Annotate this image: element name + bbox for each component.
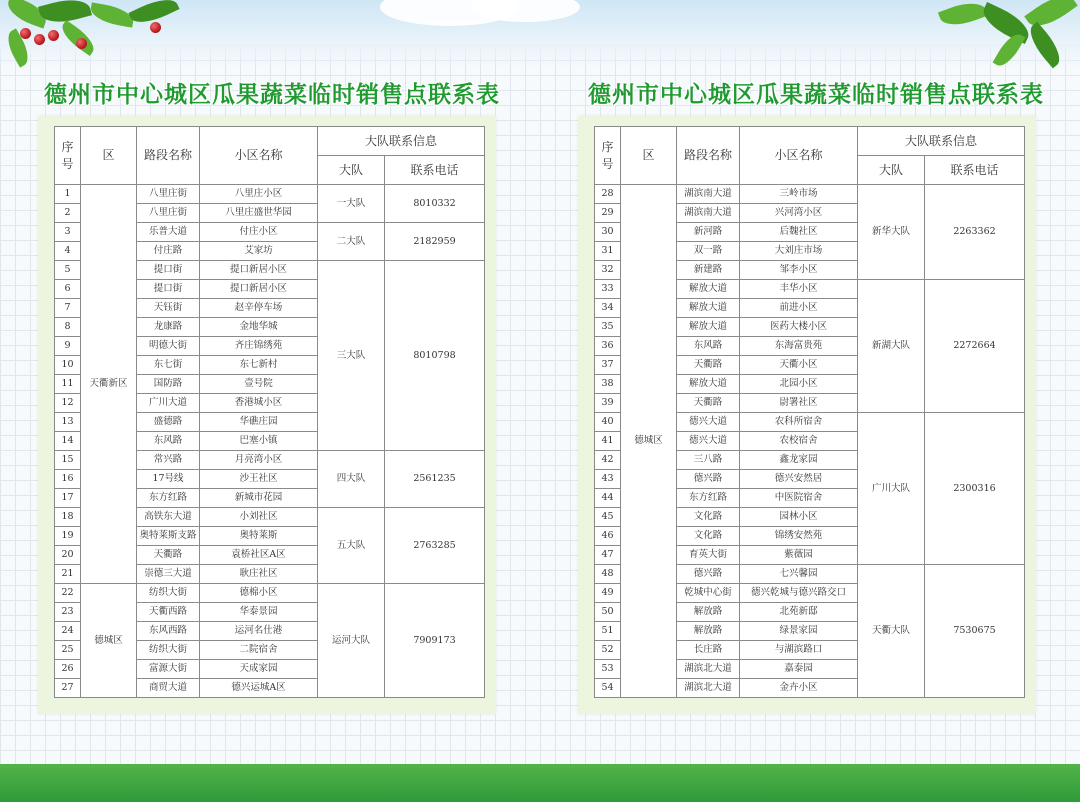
road-cell: 天衢路	[137, 546, 200, 565]
road-cell: 湖滨北大道	[677, 660, 740, 679]
community-cell: 天衢小区	[740, 356, 858, 375]
community-cell: 艾家坊	[200, 242, 318, 261]
road-cell: 新河路	[677, 223, 740, 242]
row-number: 34	[595, 299, 621, 318]
phone-cell: 2561235	[385, 451, 485, 508]
district-cell: 德城区	[621, 185, 677, 698]
row-number: 21	[55, 565, 81, 584]
row-number: 53	[595, 660, 621, 679]
road-cell: 天衢路	[677, 394, 740, 413]
road-cell: 龙康路	[137, 318, 200, 337]
community-cell: 与湖滨路口	[740, 641, 858, 660]
community-cell: 香港城小区	[200, 394, 318, 413]
row-number: 26	[55, 660, 81, 679]
road-cell: 东方红路	[137, 489, 200, 508]
road-cell: 东七街	[137, 356, 200, 375]
phone-cell: 2272664	[925, 280, 1025, 413]
road-cell: 育英大街	[677, 546, 740, 565]
row-number: 14	[55, 432, 81, 451]
road-cell: 八里庄街	[137, 185, 200, 204]
community-cell: 医药大楼小区	[740, 318, 858, 337]
row-number: 2	[55, 204, 81, 223]
row-number: 36	[595, 337, 621, 356]
phone-cell: 2263362	[925, 185, 1025, 280]
row-number: 27	[55, 679, 81, 698]
row-number: 4	[55, 242, 81, 261]
road-cell: 三八路	[677, 451, 740, 470]
community-cell: 大刘庄市场	[740, 242, 858, 261]
road-cell: 长庄路	[677, 641, 740, 660]
community-cell: 农科所宿舍	[740, 413, 858, 432]
road-cell: 双一路	[677, 242, 740, 261]
road-cell: 崇德三大道	[137, 565, 200, 584]
community-cell: 金地华城	[200, 318, 318, 337]
road-cell: 湖滨南大道	[677, 204, 740, 223]
table-row	[55, 584, 485, 603]
district-cell: 德城区	[81, 584, 137, 698]
community-cell: 华泰景园	[200, 603, 318, 622]
road-cell: 17号线	[137, 470, 200, 489]
community-cell: 天成家园	[200, 660, 318, 679]
road-cell: 高铁东大道	[137, 508, 200, 527]
row-number: 29	[595, 204, 621, 223]
road-cell: 广川大道	[137, 394, 200, 413]
row-number: 23	[55, 603, 81, 622]
phone-cell: 2300316	[925, 413, 1025, 565]
row-number: 9	[55, 337, 81, 356]
road-cell: 东风西路	[137, 622, 200, 641]
row-number: 51	[595, 622, 621, 641]
community-cell: 丰华小区	[740, 280, 858, 299]
header-seq: 序 号	[595, 127, 621, 185]
right-contact-table	[594, 126, 1025, 698]
row-number: 45	[595, 508, 621, 527]
community-cell: 东海富贵苑	[740, 337, 858, 356]
community-cell: 鑫龙家园	[740, 451, 858, 470]
community-cell: 八里庄小区	[200, 185, 318, 204]
road-cell: 解放大道	[677, 299, 740, 318]
road-cell: 常兴路	[137, 451, 200, 470]
leaf-branch-decoration	[930, 0, 1080, 80]
road-cell: 八里庄街	[137, 204, 200, 223]
community-cell: 三岭市场	[740, 185, 858, 204]
footer-bar	[0, 764, 1080, 802]
road-cell: 解放路	[677, 603, 740, 622]
road-cell: 解放路	[677, 622, 740, 641]
community-cell: 北苑新邸	[740, 603, 858, 622]
brigade-cell: 广川大队	[858, 413, 925, 565]
phone-cell: 2763285	[385, 508, 485, 584]
community-cell: 二院宿舍	[200, 641, 318, 660]
brigade-cell: 新华大队	[858, 185, 925, 280]
header-road: 路段名称	[677, 127, 740, 185]
road-cell: 德兴大道	[677, 432, 740, 451]
phone-cell: 2182959	[385, 223, 485, 261]
brigade-cell: 天衢大队	[858, 565, 925, 698]
row-number: 7	[55, 299, 81, 318]
header-brigade-info: 大队联系信息	[318, 127, 485, 156]
road-cell: 天衢西路	[137, 603, 200, 622]
road-cell: 明德大街	[137, 337, 200, 356]
community-cell: 七兴馨园	[740, 565, 858, 584]
row-number: 42	[595, 451, 621, 470]
row-number: 41	[595, 432, 621, 451]
brigade-cell: 五大队	[318, 508, 385, 584]
community-cell: 东七新村	[200, 356, 318, 375]
header-community: 小区名称	[200, 127, 318, 185]
community-cell: 园林小区	[740, 508, 858, 527]
community-cell: 华礁庄园	[200, 413, 318, 432]
road-cell: 付庄路	[137, 242, 200, 261]
community-cell: 巴塞小镇	[200, 432, 318, 451]
road-cell: 新建路	[677, 261, 740, 280]
road-cell: 解放大道	[677, 280, 740, 299]
header-phone: 联系电话	[385, 156, 485, 185]
row-number: 50	[595, 603, 621, 622]
brigade-cell: 新湖大队	[858, 280, 925, 413]
community-cell: 金卉小区	[740, 679, 858, 698]
row-number: 19	[55, 527, 81, 546]
road-cell: 商贸大道	[137, 679, 200, 698]
community-cell: 德兴运城A区	[200, 679, 318, 698]
row-number: 31	[595, 242, 621, 261]
row-number: 8	[55, 318, 81, 337]
row-number: 30	[595, 223, 621, 242]
table-row	[595, 185, 1025, 204]
brigade-cell: 三大队	[318, 261, 385, 451]
row-number: 17	[55, 489, 81, 508]
community-cell: 运河名仕港	[200, 622, 318, 641]
header-district: 区	[621, 127, 677, 185]
brigade-cell: 运河大队	[318, 584, 385, 698]
row-number: 6	[55, 280, 81, 299]
community-cell: 奥特莱斯	[200, 527, 318, 546]
row-number: 39	[595, 394, 621, 413]
road-cell: 东方红路	[677, 489, 740, 508]
row-number: 43	[595, 470, 621, 489]
row-number: 35	[595, 318, 621, 337]
road-cell: 东风路	[137, 432, 200, 451]
community-cell: 赵辛停车场	[200, 299, 318, 318]
community-cell: 提口新居小区	[200, 280, 318, 299]
community-cell: 月亮湾小区	[200, 451, 318, 470]
row-number: 20	[55, 546, 81, 565]
road-cell: 提口街	[137, 280, 200, 299]
community-cell: 农校宿舍	[740, 432, 858, 451]
road-cell: 奥特莱斯支路	[137, 527, 200, 546]
row-number: 46	[595, 527, 621, 546]
phone-cell: 7909173	[385, 584, 485, 698]
header-brigade-info: 大队联系信息	[858, 127, 1025, 156]
community-cell: 北园小区	[740, 375, 858, 394]
community-cell: 付庄小区	[200, 223, 318, 242]
road-cell: 湖滨南大道	[677, 185, 740, 204]
community-cell: 壹号院	[200, 375, 318, 394]
row-number: 5	[55, 261, 81, 280]
row-number: 37	[595, 356, 621, 375]
row-number: 25	[55, 641, 81, 660]
district-cell: 天衢新区	[81, 185, 137, 584]
phone-cell: 7530675	[925, 565, 1025, 698]
community-cell: 德棉小区	[200, 584, 318, 603]
community-cell: 耿庄社区	[200, 565, 318, 584]
road-cell: 解放大道	[677, 375, 740, 394]
road-cell: 文化路	[677, 508, 740, 527]
row-number: 18	[55, 508, 81, 527]
community-cell: 德兴安然居	[740, 470, 858, 489]
road-cell: 湖滨北大道	[677, 679, 740, 698]
road-cell: 纺织大街	[137, 641, 200, 660]
road-cell: 德兴大道	[677, 413, 740, 432]
phone-cell: 8010332	[385, 185, 485, 223]
table-row	[55, 185, 485, 204]
row-number: 15	[55, 451, 81, 470]
row-number: 54	[595, 679, 621, 698]
community-cell: 齐庄锦绣苑	[200, 337, 318, 356]
community-cell: 沙王社区	[200, 470, 318, 489]
road-cell: 盛德路	[137, 413, 200, 432]
community-cell: 袁桥社区A区	[200, 546, 318, 565]
row-number: 22	[55, 584, 81, 603]
header-seq: 序 号	[55, 127, 81, 185]
row-number: 16	[55, 470, 81, 489]
community-cell: 八里庄盛世华园	[200, 204, 318, 223]
row-number: 33	[595, 280, 621, 299]
row-number: 24	[55, 622, 81, 641]
community-cell: 锦绣安然苑	[740, 527, 858, 546]
row-number: 3	[55, 223, 81, 242]
row-number: 52	[595, 641, 621, 660]
header-community: 小区名称	[740, 127, 858, 185]
row-number: 44	[595, 489, 621, 508]
road-cell: 德兴路	[677, 565, 740, 584]
road-cell: 乐普大道	[137, 223, 200, 242]
road-cell: 文化路	[677, 527, 740, 546]
row-number: 48	[595, 565, 621, 584]
community-cell: 尉署社区	[740, 394, 858, 413]
header-district: 区	[81, 127, 137, 185]
row-number: 40	[595, 413, 621, 432]
road-cell: 提口街	[137, 261, 200, 280]
row-number: 1	[55, 185, 81, 204]
phone-cell: 8010798	[385, 261, 485, 451]
row-number: 28	[595, 185, 621, 204]
row-number: 38	[595, 375, 621, 394]
road-cell: 德兴路	[677, 470, 740, 489]
row-number: 12	[55, 394, 81, 413]
brigade-cell: 二大队	[318, 223, 385, 261]
community-cell: 新城市花园	[200, 489, 318, 508]
community-cell: 嘉泰园	[740, 660, 858, 679]
community-cell: 前进小区	[740, 299, 858, 318]
row-number: 32	[595, 261, 621, 280]
community-cell: 提口新居小区	[200, 261, 318, 280]
row-number: 49	[595, 584, 621, 603]
row-number: 10	[55, 356, 81, 375]
road-cell: 解放大道	[677, 318, 740, 337]
header-brigade: 大队	[858, 156, 925, 185]
community-cell: 紫薇园	[740, 546, 858, 565]
left-contact-table	[54, 126, 485, 698]
road-cell: 国防路	[137, 375, 200, 394]
road-cell: 东风路	[677, 337, 740, 356]
page-title-left: 德州市中心城区瓜果蔬菜临时销售点联系表	[44, 82, 500, 108]
community-cell: 小刘社区	[200, 508, 318, 527]
community-cell: 绿景家园	[740, 622, 858, 641]
brigade-cell: 一大队	[318, 185, 385, 223]
header-phone: 联系电话	[925, 156, 1025, 185]
community-cell: 德兴乾城与德兴路交口	[740, 584, 858, 603]
road-cell: 天衢路	[677, 356, 740, 375]
community-cell: 中医院宿舍	[740, 489, 858, 508]
brigade-cell: 四大队	[318, 451, 385, 508]
community-cell: 兴河湾小区	[740, 204, 858, 223]
road-cell: 乾城中心街	[677, 584, 740, 603]
row-number: 47	[595, 546, 621, 565]
row-number: 11	[55, 375, 81, 394]
community-cell: 后魏社区	[740, 223, 858, 242]
road-cell: 天钰街	[137, 299, 200, 318]
community-cell: 邹李小区	[740, 261, 858, 280]
header-brigade: 大队	[318, 156, 385, 185]
road-cell: 富源大街	[137, 660, 200, 679]
row-number: 13	[55, 413, 81, 432]
header-road: 路段名称	[137, 127, 200, 185]
road-cell: 纺织大街	[137, 584, 200, 603]
page-title-right: 德州市中心城区瓜果蔬菜临时销售点联系表	[588, 82, 1044, 108]
